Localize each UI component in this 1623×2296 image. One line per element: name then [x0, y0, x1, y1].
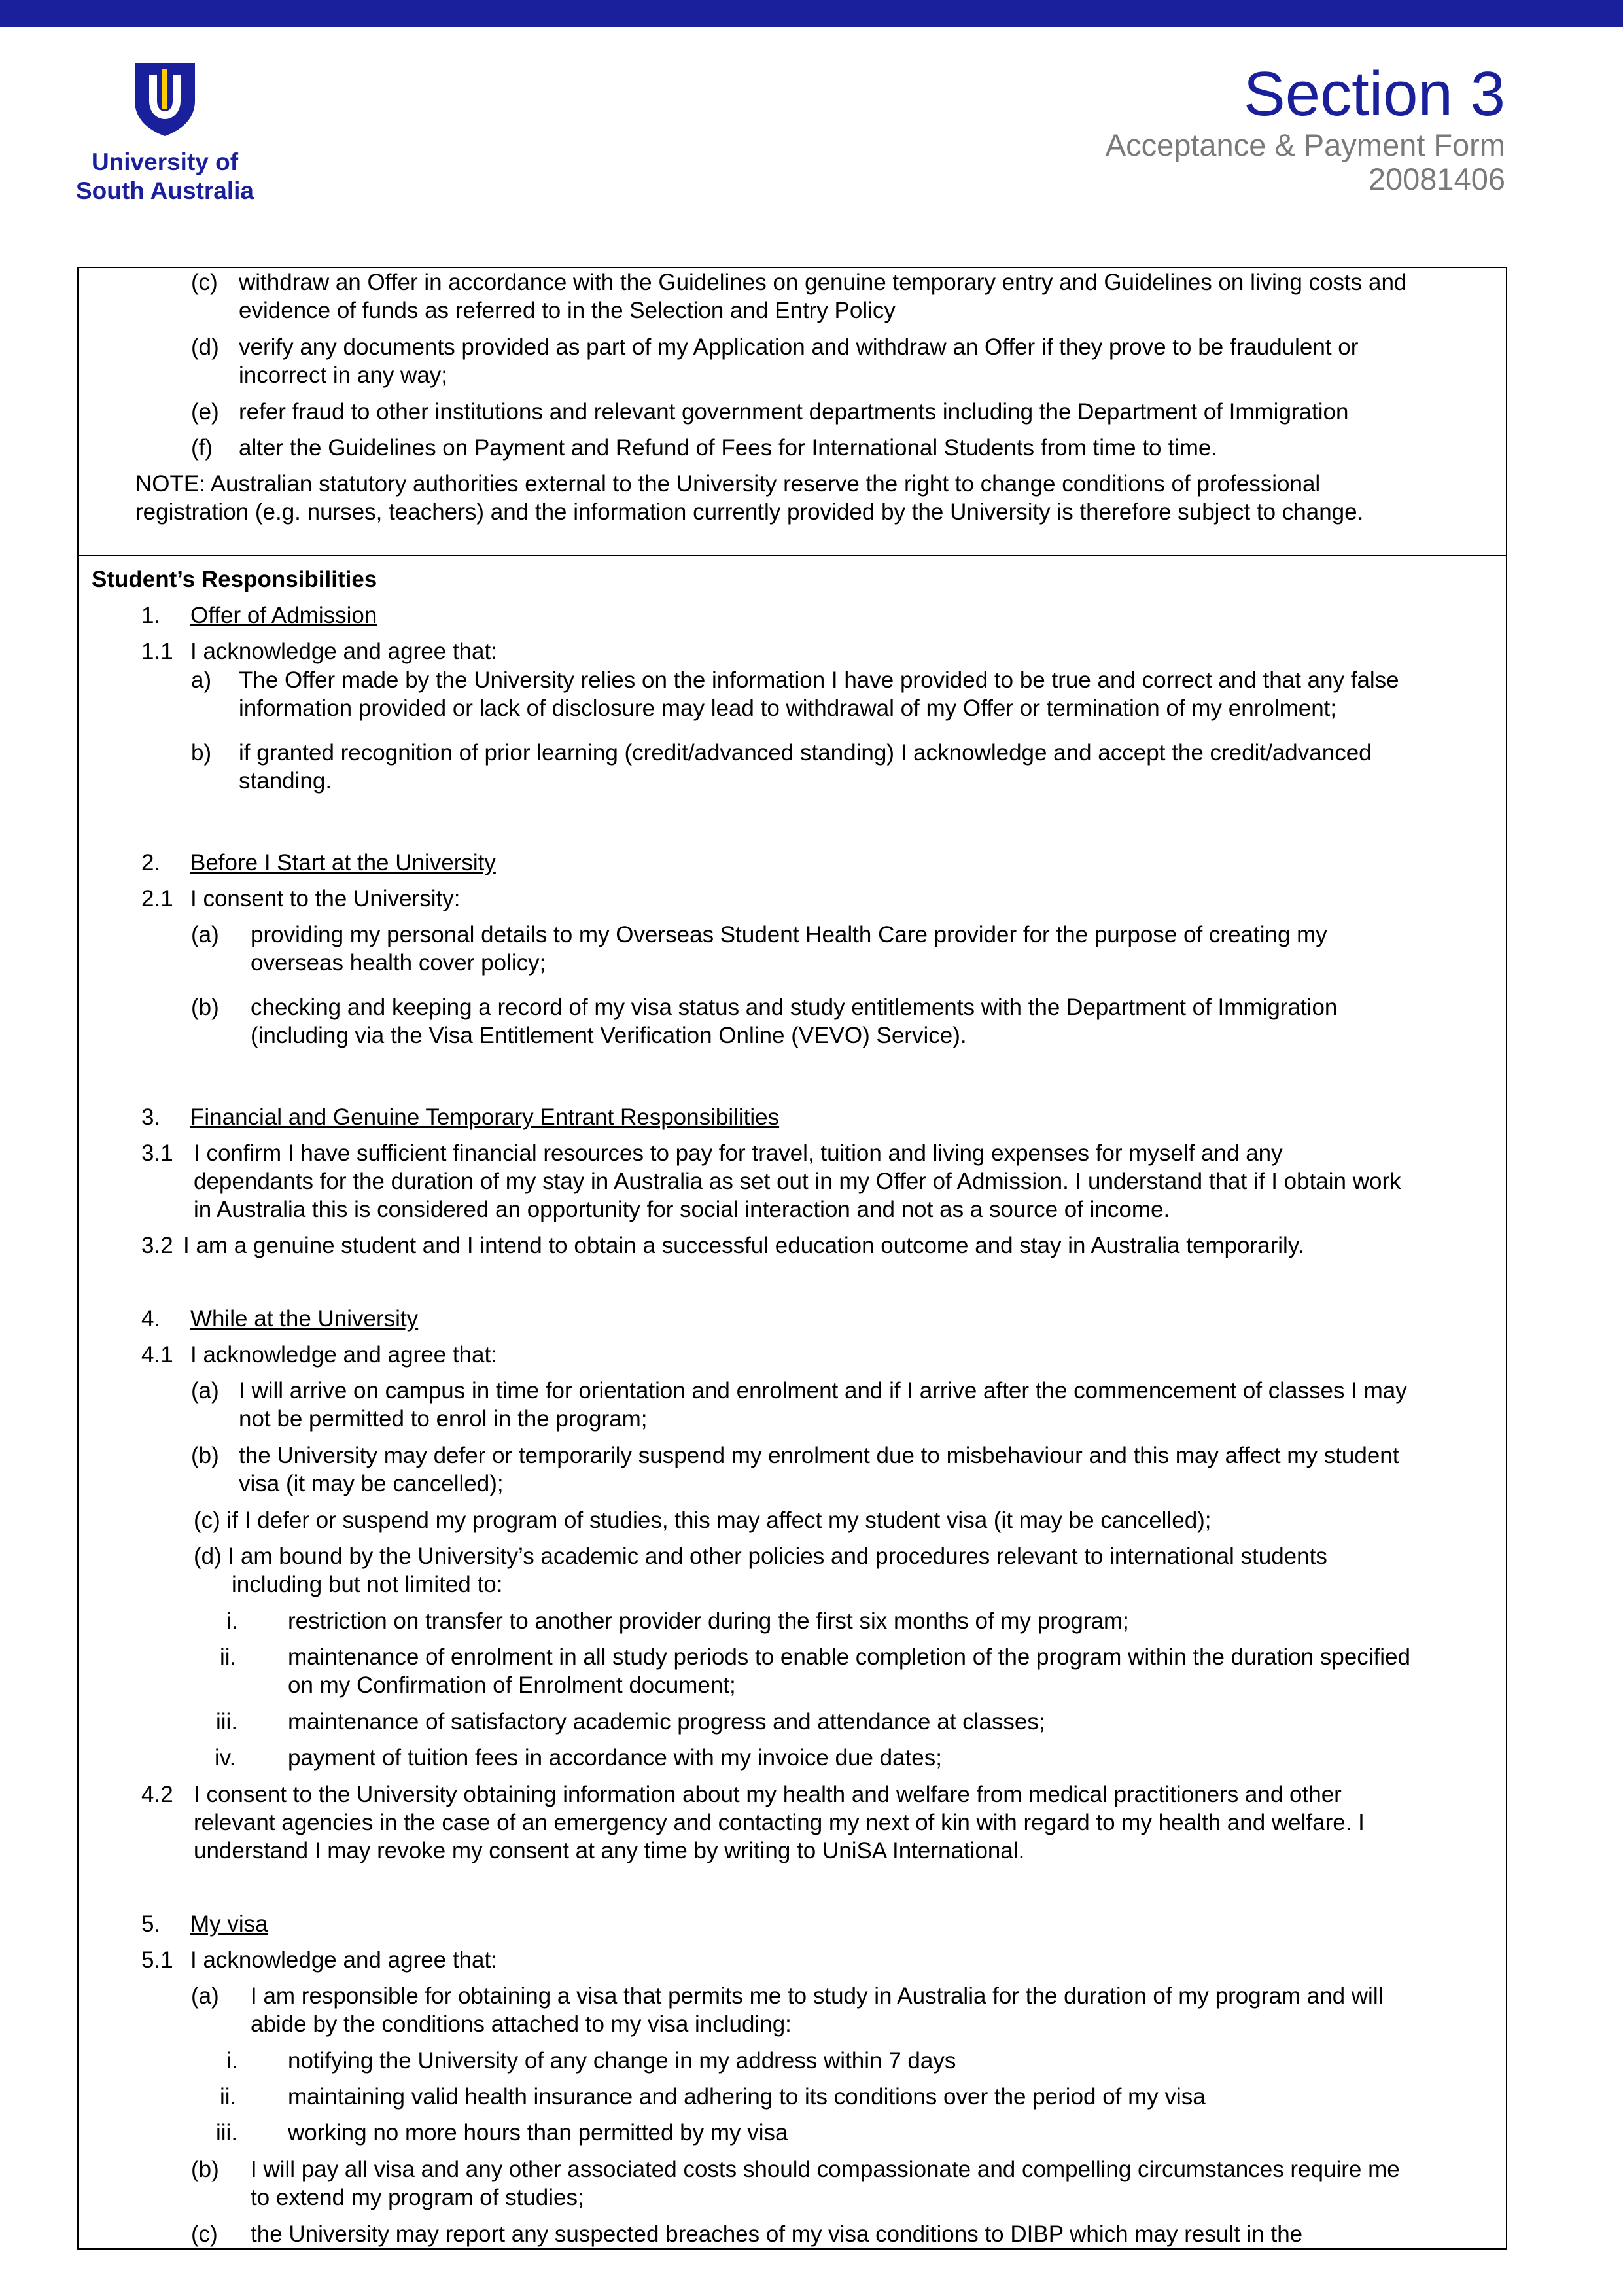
university-name-line2: South Australia: [75, 177, 254, 204]
section-title-before-start: Before I Start at the University: [190, 850, 496, 875]
clause-text: maintenance of satisfactory academic progress and attendance at classes;: [288, 1709, 1045, 1735]
responsibilities-heading: Student’s Responsibilities: [92, 567, 377, 592]
roman-marker: i.: [226, 1608, 238, 1634]
clause-text: payment of tuition fees in accordance with my invoice due dates;: [288, 1745, 942, 1771]
clause-text: (d) I am bound by the University’s academic and other policies and procedures relevant to international students: [194, 1544, 1327, 1569]
clause-text: providing my personal details to my Overseas Student Health Care provider for the purpose of creating my: [251, 922, 1327, 947]
clause-text: not be permitted to enrol in the program;: [239, 1406, 648, 1432]
clause-text: refer fraud to other institutions and relevant government departments including the Department of Immigration: [239, 399, 1349, 425]
clause-number: 2.1: [141, 886, 173, 911]
section-number: 3.: [141, 1104, 161, 1130]
clause-text: working no more hours than permitted by my visa: [288, 2120, 788, 2146]
clause-text: I consent to the University:: [190, 886, 461, 911]
clause-text: (including via the Visa Entitlement Verification Online (VEVO) Service).: [251, 1023, 967, 1048]
roman-marker: iii.: [216, 1709, 238, 1735]
clause-number: 4.2: [141, 1782, 173, 1807]
clause-text: understand I may revoke my consent at any time by writing to UniSA International.: [194, 1838, 1025, 1863]
clause-text: I confirm I have sufficient financial resources to pay for travel, tuition and living expenses for myself and any: [194, 1140, 1283, 1166]
clause-text: I will arrive on campus in time for orientation and enrolment and if I arrive after the commencement of classes I may: [239, 1378, 1407, 1404]
clause-text: incorrect in any way;: [239, 362, 448, 388]
clause-text: maintaining valid health insurance and adhering to its conditions over the period of my visa: [288, 2084, 1206, 2110]
section-number: 4.: [141, 1306, 161, 1332]
clause-text: I will pay all visa and any other associated costs should compassionate and compelling circumstances require me: [251, 2157, 1400, 2182]
section-title-offer: Offer of Admission: [190, 603, 377, 628]
clause-marker: (f): [191, 435, 213, 461]
university-logo: [73, 60, 256, 211]
clause-number: 3.2: [141, 1233, 173, 1258]
clause-marker: a): [191, 667, 212, 693]
section-number: 2.: [141, 850, 161, 875]
clause-marker: (c): [191, 2221, 218, 2247]
clause-marker: (b): [191, 995, 219, 1020]
form-header: [1106, 60, 1505, 196]
clause-text: withdraw an Offer in accordance with the Guidelines on genuine temporary entry and Guidelines on living costs and: [239, 270, 1407, 295]
clause-text: I acknowledge and agree that:: [190, 1947, 497, 1973]
clause-marker: (a): [191, 1378, 219, 1404]
clause-text: I acknowledge and agree that:: [190, 639, 497, 664]
clause-number: 4.1: [141, 1342, 173, 1368]
clause-text: I acknowledge and agree that:: [190, 1342, 497, 1368]
clause-text: on my Confirmation of Enrolment document;: [288, 1672, 736, 1698]
clause-text: restriction on transfer to another provider during the first six months of my program;: [288, 1608, 1129, 1634]
clause-text: in Australia this is considered an opportunity for social interaction and not as a source of income.: [194, 1197, 1170, 1222]
section-number: 5.: [141, 1911, 161, 1937]
clause-text: information provided or lack of disclosure may lead to withdrawal of my Offer or termination of my enrolment;: [239, 696, 1337, 721]
roman-marker: i.: [226, 2048, 238, 2074]
clause-text: checking and keeping a record of my visa status and study entitlements with the Department of Immigration: [251, 995, 1338, 1020]
clause-text: I am responsible for obtaining a visa that permits me to study in Australia for the duration of my program and will: [251, 1983, 1384, 2009]
unisa-shield-icon: [132, 60, 198, 137]
note-text: registration (e.g. nurses, teachers) and the information currently provided by the University is therefore subject to change.: [135, 499, 1364, 525]
clause-text: standing.: [239, 768, 332, 794]
roman-marker: ii.: [220, 2084, 237, 2110]
clause-number: 1.1: [141, 639, 173, 664]
roman-marker: ii.: [220, 1644, 237, 1670]
clause-marker: (e): [191, 399, 219, 425]
clause-text: The Offer made by the University relies on the information I have provided to be true and correct and that any false: [239, 667, 1399, 693]
clause-text: verify any documents provided as part of my Application and withdraw an Offer if they prove to be fraudulent or: [239, 334, 1359, 360]
clause-text: visa (it may be cancelled);: [239, 1471, 504, 1496]
clause-text: (c) if I defer or suspend my program of studies, this may affect my student visa (it may be cancelled);: [194, 1508, 1212, 1533]
clause-text: the University may defer or temporarily suspend my enrolment due to misbehaviour and this may affect my student: [239, 1443, 1399, 1468]
note-text: NOTE: Australian statutory authorities external to the University reserve the right to change conditions of professional: [135, 471, 1321, 497]
clause-marker: b): [191, 740, 212, 766]
roman-marker: iii.: [216, 2120, 238, 2146]
clause-text: if granted recognition of prior learning (credit/advanced standing) I acknowledge and accept the credit/advanced: [239, 740, 1372, 766]
clause-text: evidence of funds as referred to in the Selection and Entry Policy: [239, 298, 896, 323]
clause-number: 3.1: [141, 1140, 173, 1166]
clause-text: including but not limited to:: [232, 1572, 503, 1597]
clause-text: maintenance of enrolment in all study periods to enable completion of the program within the duration specified: [288, 1644, 1411, 1670]
section-title-my-visa: My visa: [190, 1911, 268, 1937]
form-code: 20081406: [1368, 162, 1505, 196]
clause-text: the University may report any suspected breaches of my visa conditions to DIBP which may result in the: [251, 2221, 1303, 2247]
roman-marker: iv.: [215, 1745, 236, 1771]
section-title-while-at-university: While at the University: [190, 1306, 419, 1332]
clause-text: notifying the University of any change in my address within 7 days: [288, 2048, 956, 2074]
clause-number: 5.1: [141, 1947, 173, 1973]
clause-text: overseas health cover policy;: [251, 950, 546, 976]
clause-marker: (b): [191, 2157, 219, 2182]
clause-text: I consent to the University obtaining information about my health and welfare from medical practitioners and other: [194, 1782, 1342, 1807]
section-title-financial: Financial and Genuine Temporary Entrant Responsibilities: [190, 1104, 780, 1130]
university-name-line1: University of: [91, 149, 239, 175]
clause-text: relevant agencies in the case of an emergency and contacting my next of kin with regard to my health and welfare. I: [194, 1810, 1365, 1835]
clause-marker: (d): [191, 334, 219, 360]
clause-text: to extend my program of studies;: [251, 2185, 584, 2210]
clause-text: abide by the conditions attached to my visa including:: [251, 2011, 792, 2037]
clause-marker: (c): [191, 270, 218, 295]
section-number: 1.: [141, 603, 161, 628]
clause-text: alter the Guidelines on Payment and Refund of Fees for International Students from time to time.: [239, 435, 1218, 461]
clause-text: dependants for the duration of my stay in Australia as set out in my Offer of Admission. I understand that if I obtain work: [194, 1169, 1401, 1194]
section-title: Section 3: [1243, 59, 1505, 129]
clause-text: I am a genuine student and I intend to obtain a successful education outcome and stay in Australia temporarily.: [183, 1233, 1304, 1258]
clause-marker: (b): [191, 1443, 219, 1468]
clause-marker: (a): [191, 922, 219, 947]
clause-marker: (a): [191, 1983, 219, 2009]
form-name: Acceptance & Payment Form: [1105, 128, 1505, 162]
top-banner: [0, 0, 1623, 27]
